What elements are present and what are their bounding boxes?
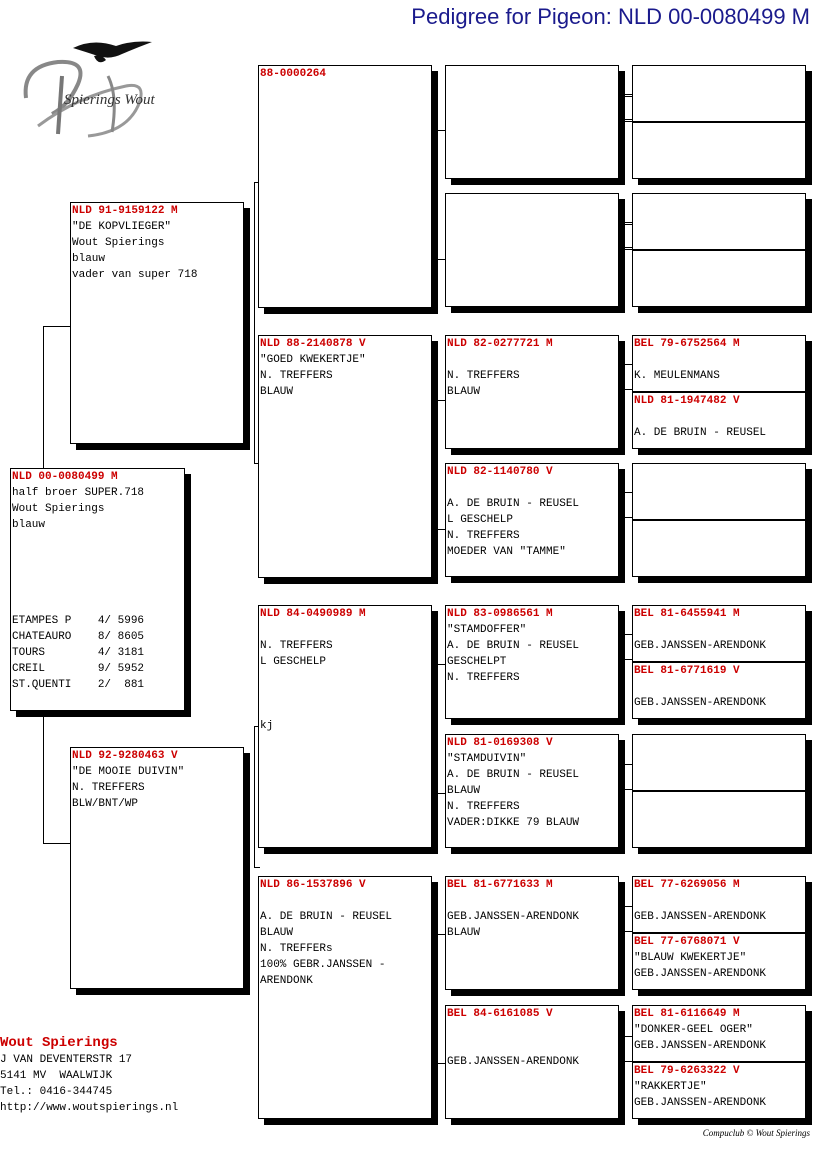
pigeon-info-line xyxy=(633,679,805,695)
pigeon-info-line: Wout Spierings xyxy=(72,237,165,249)
pigeon-info-line xyxy=(446,352,618,368)
pigeon-info-line: CREIL 9/ 5952 xyxy=(12,663,145,675)
pigeon-info-line: N. TREFFERS xyxy=(447,370,520,382)
pigeon-info-line: "DONKER-GEEL OGER" xyxy=(634,1024,753,1036)
pigeon-info-line: TOURS 4/ 3181 xyxy=(12,647,145,659)
pigeon-info-line xyxy=(633,352,805,368)
pigeon-card-gen4 xyxy=(632,250,806,307)
pigeon-info-line: GEB.JANSSEN-ARENDONK xyxy=(447,1056,580,1068)
pigeon-info-line: "DE MOOIE DUIVIN" xyxy=(72,766,185,778)
pigeon-card-subject xyxy=(10,468,185,711)
pigeon-info-line: "RAKKERTJE" xyxy=(634,1081,707,1093)
pedigree-connector xyxy=(618,94,632,120)
pigeon-ring-number: NLD 84-0490989 M xyxy=(260,608,366,620)
pigeon-info-line: MOEDER VAN "TAMME" xyxy=(447,546,566,558)
pigeon-ring-number: NLD 88-2140878 V xyxy=(260,338,366,350)
pigeon-info-line: N. TREFFERS xyxy=(447,801,520,813)
pigeon-card-gen4 xyxy=(632,463,806,520)
pigeon-card-grandparent xyxy=(258,335,432,578)
pigeon-info-line: ETAMPES P 4/ 5996 xyxy=(12,615,145,627)
pigeon-card-gen4 xyxy=(632,791,806,848)
pigeon-card-dam xyxy=(70,747,244,989)
pigeon-ring-number xyxy=(446,66,618,82)
pigeon-card-great-grandparent xyxy=(445,335,619,449)
pedigree-connector xyxy=(618,364,632,390)
pigeon-info-line: blauw xyxy=(12,519,46,531)
pigeon-info-line: "DE KOPVLIEGER" xyxy=(72,221,172,233)
pigeon-info-line: N. TREFFERS xyxy=(447,530,520,542)
pigeon-card-gen4 xyxy=(632,392,806,449)
pigeon-info-line: BLAUW xyxy=(447,785,481,797)
pigeon-card-great-grandparent xyxy=(445,1005,619,1119)
pigeon-info-line: BLAUW xyxy=(260,386,294,398)
pigeon-info-line: CHATEAURO 8/ 8605 xyxy=(12,631,145,643)
pigeon-ring-number: BEL 77-6269056 M xyxy=(634,879,740,891)
pigeon-info-line xyxy=(259,622,431,638)
pigeon-info-line: A. DE BRUIN - REUSEL xyxy=(634,427,767,439)
pigeon-info-line: N. TREFFERs xyxy=(260,943,333,955)
pigeon-info-line xyxy=(259,702,431,718)
pigeon-info-line: BLAUW xyxy=(447,927,481,939)
pigeon-info-line: "STAMDUIVIN" xyxy=(447,753,527,765)
pigeon-info-line xyxy=(11,549,184,565)
pedigree-connector xyxy=(618,1036,632,1062)
pigeon-card-great-grandparent xyxy=(445,193,619,307)
pigeon-ring-number: NLD 86-1537896 V xyxy=(260,879,366,891)
pedigree-connector xyxy=(618,906,632,932)
pigeon-info-line xyxy=(633,409,805,425)
pigeon-ring-number: NLD 82-1140780 V xyxy=(447,466,553,478)
breeder-address: J VAN DEVENTERSTR 17 xyxy=(0,1054,133,1066)
pigeon-info-line: Wout Spierings xyxy=(12,503,105,515)
logo-text: Spierings Wout xyxy=(64,92,155,108)
pedigree-connector xyxy=(431,400,445,530)
bird-logo-icon xyxy=(73,42,152,63)
pigeon-info-line: blauw xyxy=(72,253,106,265)
pigeon-ring-number: NLD 91-9159122 M xyxy=(72,205,178,217)
pigeon-card-gen4 xyxy=(632,605,806,662)
pigeon-card-gen4 xyxy=(632,335,806,392)
pigeon-ring-number: NLD 81-0169308 V xyxy=(447,737,553,749)
pigeon-card-great-grandparent xyxy=(445,605,619,719)
pigeon-card-grandparent xyxy=(258,605,432,848)
credit-footer: Compuclub © Wout Spierings xyxy=(702,1128,810,1138)
pigeon-info-line: N. TREFFERS xyxy=(260,640,333,652)
pigeon-info-line: N. TREFFERS xyxy=(72,782,145,794)
pigeon-card-grandparent xyxy=(258,876,432,1119)
pigeon-ring-number: NLD 82-0277721 M xyxy=(447,338,553,350)
pigeon-info-line xyxy=(633,893,805,909)
breeder-name: Wout Spierings xyxy=(0,1035,118,1051)
pigeon-info-line: K. MEULENMANS xyxy=(634,370,720,382)
pigeon-ring-number xyxy=(633,792,805,808)
pigeon-info-line: GESCHELPT xyxy=(447,656,507,668)
pigeon-card-gen4 xyxy=(632,122,806,179)
pigeon-info-line: A. DE BRUIN - REUSEL xyxy=(447,640,580,652)
pigeon-info-line: GEB.JANSSEN-ARENDONK xyxy=(447,911,580,923)
pigeon-info-line: GEB.JANSSEN-ARENDONK xyxy=(634,1040,767,1052)
pigeon-ring-number xyxy=(633,735,805,751)
pigeon-card-gen4 xyxy=(632,65,806,122)
pigeon-info-line: L GESCHELP xyxy=(260,656,327,668)
pedigree-connector xyxy=(618,222,632,248)
pigeon-card-gen4 xyxy=(632,520,806,577)
pedigree-connector xyxy=(618,492,632,518)
pigeon-ring-number: BEL 81-6116649 M xyxy=(634,1008,740,1020)
pigeon-ring-number: NLD 92-9280463 V xyxy=(72,750,178,762)
pigeon-card-gen4 xyxy=(632,734,806,791)
pigeon-ring-number: NLD 00-0080499 M xyxy=(12,471,118,483)
pigeon-info-line: N. TREFFERS xyxy=(447,672,520,684)
pigeon-info-line: "STAMDOFFER" xyxy=(447,624,527,636)
pigeon-ring-number xyxy=(633,251,805,267)
pigeon-ring-number: BEL 81-6771619 V xyxy=(634,665,740,677)
breeder-info xyxy=(0,1034,178,1116)
pigeon-info-line: L GESCHELP xyxy=(447,514,514,526)
pigeon-info-line: "BLAUW KWEKERTJE" xyxy=(634,952,747,964)
pedigree-connector xyxy=(618,634,632,660)
pigeon-info-line xyxy=(446,893,618,909)
pigeon-info-line: GEB.JANSSEN-ARENDONK xyxy=(634,640,767,652)
pigeon-ring-number xyxy=(633,521,805,537)
pigeon-info-line: 100% GEBR.JANSSEN - xyxy=(260,959,386,971)
pigeon-card-gen4 xyxy=(632,876,806,933)
pigeon-ring-number: NLD 81-1947482 V xyxy=(634,395,740,407)
pigeon-info-line: GEB.JANSSEN-ARENDONK xyxy=(634,697,767,709)
pigeon-card-gen4 xyxy=(632,662,806,719)
pigeon-info-line: VADER:DIKKE 79 BLAUW xyxy=(447,817,580,829)
pigeon-ring-number: BEL 79-6263322 V xyxy=(634,1065,740,1077)
pigeon-card-gen4 xyxy=(632,933,806,990)
pigeon-info-line: half broer SUPER.718 xyxy=(12,487,145,499)
pedigree-connector xyxy=(431,934,445,1064)
pigeon-ring-number: BEL 84-6161085 V xyxy=(447,1008,553,1020)
pigeon-ring-number: BEL 79-6752564 M xyxy=(634,338,740,350)
pigeon-info-line xyxy=(11,597,184,613)
pigeon-ring-number: NLD 83-0986561 M xyxy=(447,608,553,620)
breeder-website-link[interactable]: http://www.woutspierings.nl xyxy=(0,1102,179,1114)
pigeon-info-line: A. DE BRUIN - REUSEL xyxy=(260,911,393,923)
pigeon-info-line: "GOED KWEKERTJE" xyxy=(260,354,366,366)
pigeon-info-line xyxy=(259,686,431,702)
pigeon-info-line: ARENDONK xyxy=(260,975,313,987)
pigeon-info-line: ST.QUENTI 2/ 881 xyxy=(12,679,145,691)
page-title: Pedigree for Pigeon: NLD 00-0080499 M xyxy=(411,4,810,29)
pigeon-ring-number: BEL 81-6771633 M xyxy=(447,879,553,891)
pigeon-card-great-grandparent xyxy=(445,734,619,848)
pigeon-info-line: A. DE BRUIN - REUSEL xyxy=(447,498,580,510)
pigeon-ring-number xyxy=(633,66,805,82)
breeder-logo xyxy=(18,36,163,140)
pigeon-card-sire xyxy=(70,202,244,444)
pigeon-card-gen4 xyxy=(632,1005,806,1062)
pigeon-info-line xyxy=(259,670,431,686)
pigeon-card-great-grandparent xyxy=(445,65,619,179)
breeder-phone: Tel.: 0416-344745 xyxy=(0,1086,113,1098)
pigeon-info-line: N. TREFFERS xyxy=(260,370,333,382)
pigeon-ring-number: BEL 81-6455941 M xyxy=(634,608,740,620)
pigeon-card-great-grandparent xyxy=(445,463,619,577)
pigeon-info-line: A. DE BRUIN - REUSEL xyxy=(447,769,580,781)
pigeon-info-line: GEB.JANSSEN-ARENDONK xyxy=(634,911,767,923)
pedigree-connector xyxy=(431,664,445,794)
pigeon-card-grandparent xyxy=(258,65,432,308)
pigeon-card-gen4 xyxy=(632,193,806,250)
pigeon-info-line: GEB.JANSSEN-ARENDONK xyxy=(634,968,767,980)
pigeon-info-line xyxy=(11,581,184,597)
pigeon-card-great-grandparent xyxy=(445,876,619,990)
pigeon-ring-number xyxy=(633,464,805,480)
pigeon-info-line xyxy=(446,1022,618,1038)
pigeon-info-line xyxy=(446,480,618,496)
pedigree-connector xyxy=(431,130,445,260)
pigeon-info-line: vader van super 718 xyxy=(72,269,198,281)
pigeon-ring-number xyxy=(633,123,805,139)
pigeon-ring-number: BEL 77-6768071 V xyxy=(634,936,740,948)
pigeon-info-line xyxy=(446,1038,618,1054)
pedigree-connector xyxy=(618,764,632,790)
pigeon-info-line: BLAUW xyxy=(260,927,294,939)
pigeon-info-line xyxy=(633,622,805,638)
pigeon-ring-number xyxy=(446,194,618,210)
pigeon-info-line xyxy=(11,565,184,581)
pigeon-info-line: BLAUW xyxy=(447,386,481,398)
pigeon-info-line xyxy=(259,893,431,909)
pigeon-card-gen4 xyxy=(632,1062,806,1119)
pigeon-info-line: GEB.JANSSEN-ARENDONK xyxy=(634,1097,767,1109)
pigeon-info-line: BLW/BNT/WP xyxy=(72,798,139,810)
pigeon-ring-number: 88-0000264 xyxy=(260,68,327,80)
pigeon-ring-number xyxy=(633,194,805,210)
pigeon-info-line xyxy=(11,533,184,549)
pigeon-info-line: kj xyxy=(260,720,274,732)
breeder-city: 5141 MV WAALWIJK xyxy=(0,1070,113,1082)
